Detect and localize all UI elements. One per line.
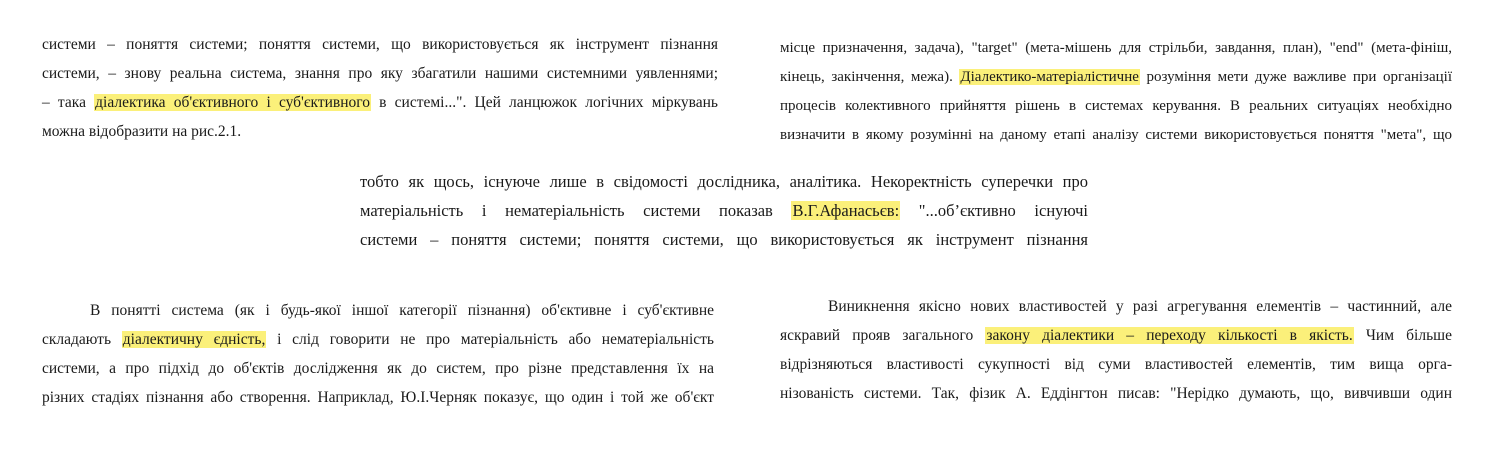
text-fragment-bottom-right <box>780 292 1452 408</box>
text-fragment-middle <box>360 167 1088 254</box>
text-line: визначити в якому розумінні на даному етапі аналізу системи використовується поняття "мета", що <box>780 127 1452 143</box>
text-line: тобто як щось, існуюче лише в свідомості дослідника, аналітика. Некоректність суперечки про <box>360 172 1088 191</box>
text-line: відрізняються властивості сукупності від суми властивостей елементів, тим вища орга- <box>780 356 1452 373</box>
text-line: нізованість системи. Так, фізик А. Еддінгтон писав: "Нерідко думають, що, вивчивши один <box>780 385 1452 402</box>
text-line: системи – поняття системи; поняття системи, що використовується як інструмент пізнання <box>360 230 1088 249</box>
highlighted-phrase: діалектика об'єктивного і суб'єктивного <box>95 94 370 111</box>
text-line: можна відобразити на рис.2.1. <box>42 123 242 140</box>
text-line: складають діалектичну єдність, і слід говорити не про матеріальність або нематеріальність <box>42 331 715 348</box>
highlighted-phrase: закону діалектики – переходу кількості в якість. <box>986 327 1353 344</box>
highlighted-phrase: Діалектико-матеріалістичне <box>960 69 1139 85</box>
text-line: матеріальність і нематеріальність системи показав В.Г.Афанасьєв: "...об’єктивно існуючі <box>360 201 1088 220</box>
text-line: системи, а про підхід до об'єктів дослідження як до систем, про різне представлення їх на <box>42 360 714 377</box>
text-line: різних стадіях пізнання або створення. Наприклад, Ю.І.Черняк показує, що один і той же об'єкт <box>42 389 714 406</box>
text-fragment-top-left <box>42 30 718 146</box>
text-line: Виникнення якісно нових властивостей у разі агрегування елементів – частинний, але <box>828 298 1452 315</box>
text-line: місце призначення, задача), "target" (мета-мішень для стрільби, завдання, план), "end" (мета-фініш, <box>780 40 1452 56</box>
text-line: процесів колективного прийняття рішень в системах керування. В реальних ситуаціях необхідно <box>780 98 1452 114</box>
text-fragment-top-right <box>780 34 1452 150</box>
text-line: – така діалектика об'єктивного і суб'єктивного в системі...". Цей ланцюжок логічних міркувань <box>42 94 718 111</box>
highlighted-phrase: В.Г.Афанасьєв: <box>792 201 900 220</box>
text-line: кінець, закінчення, межа). Діалектико-матеріалістичне розуміння мети дуже важливе при організації <box>780 69 1452 85</box>
text-fragment-bottom-left <box>42 296 714 412</box>
text-line: системи – поняття системи; поняття системи, що використовується як інструмент пізнання <box>42 36 718 53</box>
text-line: системи, – знову реальна система, знання про яку збагатили нашими системними уявленнями; <box>42 65 718 82</box>
text-line: яскравий прояв загального закону діалектики – переходу кількості в якість. Чим більше <box>780 327 1452 344</box>
highlighted-phrase: діалектичну єдність, <box>122 331 266 348</box>
text-line: В понятті система (як і будь-якої іншої категорії пізнання) об'єктивне і суб'єктивне <box>90 302 714 319</box>
